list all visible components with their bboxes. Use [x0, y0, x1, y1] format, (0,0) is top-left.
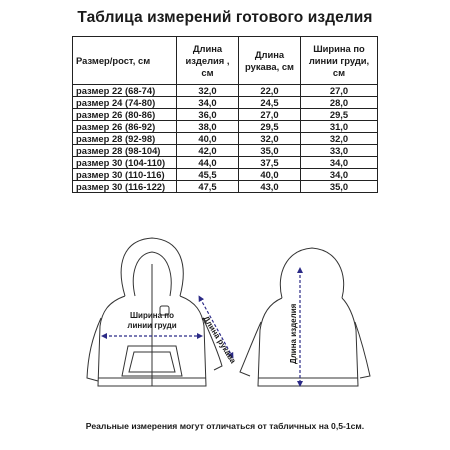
page-title: Таблица измерений готового изделия: [77, 9, 373, 26]
size-cell: размер 30 (110-116): [73, 169, 177, 181]
header-size: Размер/рост, см: [73, 37, 177, 85]
length-cell: 44,0: [177, 157, 239, 169]
table-row: [73, 145, 378, 157]
sleeve-cell: 40,0: [239, 169, 301, 181]
chest-cell: 28,0: [301, 97, 378, 109]
chest-cell: 33,0: [301, 145, 378, 157]
chest-cell: 35,0: [301, 181, 378, 193]
measurement-note: Реальные измерения могут отличаться от табличных на 0,5-1см.: [85, 421, 365, 431]
header-length: Длина изделия , см: [177, 37, 239, 85]
table-row: [73, 133, 378, 145]
sleeve-cell: 35,0: [239, 145, 301, 157]
back-hood: [280, 248, 343, 298]
size-cell: размер 22 (68-74): [73, 85, 177, 97]
chest-cell: 34,0: [301, 169, 378, 181]
header-sleeve: Длина рукава, см: [239, 37, 301, 85]
length-cell: 40,0: [177, 133, 239, 145]
sleeve-cell: 29,5: [239, 121, 301, 133]
length-cell: 38,0: [177, 121, 239, 133]
sleeve-cell: 22,0: [239, 85, 301, 97]
sleeve-cell: 37,5: [239, 157, 301, 169]
sleeve-cell: 27,0: [239, 109, 301, 121]
size-cell: размер 26 (86-92): [73, 121, 177, 133]
size-cell: размер 28 (92-98): [73, 133, 177, 145]
sleeve-label: Длина рукава: [201, 314, 238, 365]
table-row: [73, 157, 378, 169]
length-cell: 45,5: [177, 169, 239, 181]
table-row: [73, 97, 378, 109]
length-label: Длина изделия: [289, 303, 298, 364]
back-body: [258, 298, 358, 386]
chest-cell: 27,0: [301, 85, 378, 97]
length-cell: 36,0: [177, 109, 239, 121]
chest-cell: 29,5: [301, 109, 378, 121]
chest-label-line2: линии груди: [127, 321, 177, 330]
hoodie-back: [240, 248, 370, 386]
table-row: [73, 109, 378, 121]
table-row: [73, 85, 378, 97]
size-cell: размер 28 (98-104): [73, 145, 177, 157]
chest-cell: 32,0: [301, 133, 378, 145]
table-row: [73, 121, 378, 133]
table-header-row: [73, 37, 378, 85]
sleeve-cell: 24,5: [239, 97, 301, 109]
size-cell: размер 30 (104-110): [73, 157, 177, 169]
size-table: [72, 36, 378, 193]
hoodie-measurement-diagram: [0, 226, 450, 411]
back-sleeve-left: [240, 322, 261, 376]
chest-cell: 34,0: [301, 157, 378, 169]
chest-cell: 31,0: [301, 121, 378, 133]
size-cell: размер 26 (80-86): [73, 109, 177, 121]
size-cell: размер 24 (74-80): [73, 97, 177, 109]
length-cell: 42,0: [177, 145, 239, 157]
header-chest: Ширина по линии груди, см: [301, 37, 378, 85]
length-cell: 47,5: [177, 181, 239, 193]
size-cell: размер 30 (116-122): [73, 181, 177, 193]
length-cell: 34,0: [177, 97, 239, 109]
chest-label-line1: Ширина по: [130, 311, 174, 320]
table-row: [73, 181, 378, 193]
length-cell: 32,0: [177, 85, 239, 97]
sleeve-cell: 32,0: [239, 133, 301, 145]
table-row: [73, 169, 378, 181]
sleeve-cell: 43,0: [239, 181, 301, 193]
